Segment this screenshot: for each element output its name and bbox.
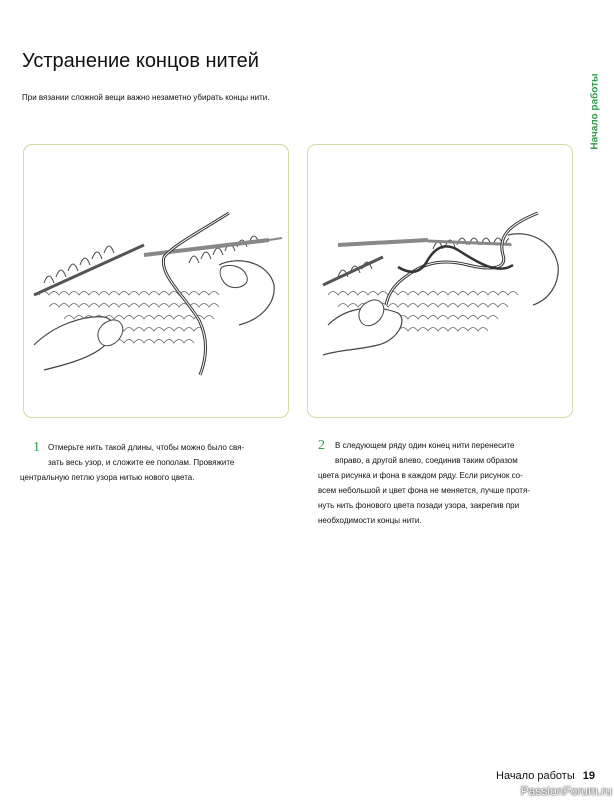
step-number: 2 <box>318 438 325 453</box>
section-side-tab <box>586 66 604 156</box>
step-text-line: зать весь узор, и сложите ее пополам. Провяжите <box>48 458 235 467</box>
step-text-line: центральную петлю узора нитью нового цвета. <box>20 473 195 482</box>
intro-text: При вязании сложной вещи важно незаметно убирать концы нити. <box>22 93 270 102</box>
step-1 <box>20 440 245 485</box>
step-text-line: всем небольшой и цвет фона не меняется, лучше протя- <box>318 486 530 495</box>
illustration-panel-1 <box>23 144 289 418</box>
section-side-tab-label: Начало работы <box>589 72 601 150</box>
step-2 <box>318 438 530 528</box>
page-title: Устранение концов нитей <box>22 50 259 72</box>
step-text-line: вправо, а другой влево, соединив таким образом <box>335 456 518 465</box>
page-footer <box>496 770 595 782</box>
step-number: 1 <box>33 440 40 455</box>
illustration-panel-2 <box>307 144 573 418</box>
step-text-line: необходимости концы нити. <box>318 516 422 525</box>
page-number: 19 <box>582 770 595 782</box>
step-text-line: цвета рисунка и фона в каждом ряду. Если рисунок со- <box>318 471 523 480</box>
footer-section: Начало работы <box>496 770 575 782</box>
knitting-tails-crossed-illustration <box>308 145 573 418</box>
step-text-line: В следующем ряду один конец нити перенесите <box>335 441 515 450</box>
step-text-line: Отмерьте нить такой длины, чтобы можно было свя- <box>48 443 245 452</box>
watermark: PassionForum.ru <box>520 784 612 798</box>
step-text-line: нуть нить фонового цвета позади узора, закрепив при <box>318 501 520 510</box>
knitting-tail-folded-illustration <box>24 145 289 418</box>
